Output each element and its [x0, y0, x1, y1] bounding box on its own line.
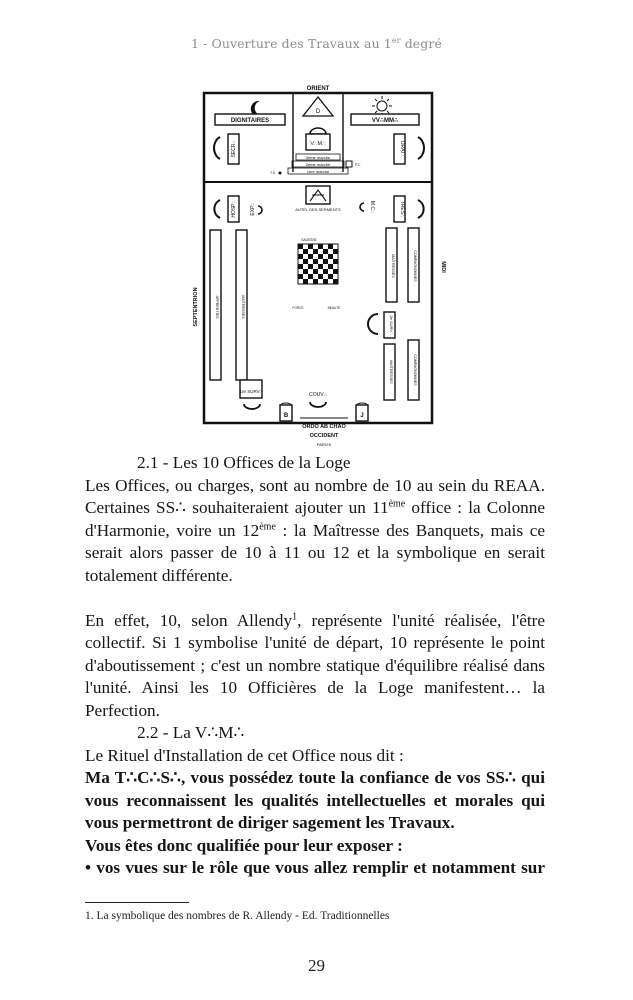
section-heading-2-2: 2.2 - La V∴M∴	[137, 723, 245, 742]
svg-text:TRÉS∴: TRÉS∴	[399, 200, 405, 218]
svg-text:MAÎTRESSES: MAÎTRESSES	[391, 254, 395, 278]
svg-text:COMPAGNONNES: COMPAGNONNES	[413, 354, 417, 386]
ritual-quote-text: Ma T∴C∴S∴, vous possédez toute la confiance de vos SS∴ qui vous reconnaissent les qualités intellectuelles et morales qui vous permettront de diriger sagement les Travaux.	[85, 768, 545, 832]
svg-text:SEPTENTRION: SEPTENTRION	[193, 287, 199, 327]
paragraph-offices: Les Offices, ou charges, sont au nombre de 10 au sein du REAA. Certaines SS∴ souhaiteraient ajouter un 11ème office : la Colonne d'Harmonie, voire un 12ème : la Maîtresse des Banquets, mais ce serait alors passer de 10 à 11 ou 12 et la symbolique en serait totalement différente.	[85, 475, 545, 585]
svg-text:PARVIS: PARVIS	[316, 442, 332, 447]
svg-text:BEAUTÉ: BEAUTÉ	[327, 306, 341, 310]
svg-text:COUV∴: COUV∴	[309, 392, 327, 398]
lodge-floor-plan	[188, 82, 448, 450]
paragraph-allendy: En effet, 10, selon Allendy$^1$, représente l'unité réalisée, l'être collectif. Si 1 symbolise l'unité de départ, 10 représente le point d'aboutissement ; c'est un nombre statique d'équilibre réalisé dans l'unité. Ainsi les 10 Officières de la Loge manifestent… la Perfection.	[85, 610, 545, 720]
running-head: 1 - Ouverture des Travaux au 1er degré	[191, 36, 442, 52]
svg-text:2e SURV∴: 2e SURV∴	[389, 315, 394, 335]
svg-text:MAÎTRESSES: MAÎTRESSES	[241, 295, 245, 319]
svg-text:FORCE: FORCE	[292, 306, 304, 310]
orient-label: ORIENT	[306, 86, 330, 92]
svg-text:ORDO AB CHAO: ORDO AB CHAO	[302, 424, 346, 430]
svg-text:D: D	[315, 109, 321, 115]
svg-text:EXP∴: EXP∴	[250, 202, 256, 216]
ritual-quote	[85, 767, 545, 880]
footnote: 1. La symbolique des nombres de R. Allendy - Ed. Traditionnelles	[85, 910, 390, 922]
svg-text:HOSP∴: HOSP∴	[231, 200, 237, 218]
svg-text:T.S: T.S	[270, 171, 276, 175]
svg-text:SAGESSE: SAGESSE	[301, 238, 317, 242]
svg-text:M.C∴: M.C∴	[369, 200, 375, 214]
svg-text:B: B	[283, 413, 289, 419]
main-text	[85, 452, 545, 880]
svg-text:COMPAGNONNES: COMPAGNONNES	[413, 250, 417, 282]
mosaic-pavement	[298, 244, 338, 284]
paragraph-rituel: Le Rituel d'Installation de cet Office nous dit :	[85, 745, 404, 765]
svg-text:DIGNITAIRES: DIGNITAIRES	[230, 118, 270, 124]
footnote-ref: 1	[292, 610, 298, 622]
page-number: 29	[308, 956, 325, 975]
svg-text:V∴M∴: V∴M∴	[310, 141, 326, 147]
couvreur-chair	[310, 402, 326, 407]
svg-text:APPRENTIES: APPRENTIES	[215, 295, 219, 319]
svg-text:3ème marche: 3ème marche	[305, 155, 331, 160]
svg-text:ORAT∴: ORAT∴	[399, 140, 405, 158]
footnote-rule	[85, 902, 189, 903]
svg-text:VV∴MM∴: VV∴MM∴	[371, 118, 399, 124]
svg-text:SECR∴: SECR∴	[231, 140, 237, 158]
svg-text:J: J	[360, 413, 364, 419]
bullet-item: • vos vues sur le rôle que vous allez remplir et notamment sur	[85, 857, 545, 880]
svg-text:MAÎTRESSES: MAÎTRESSES	[389, 360, 393, 384]
vm-chair-icon	[310, 128, 326, 134]
pc-box	[346, 161, 352, 167]
occident-label: OCCIDENT	[309, 433, 339, 439]
svg-text:1ère marche: 1ère marche	[306, 169, 330, 174]
section-heading-2-1: 2.1 - Les 10 Offices de la Loge	[137, 453, 351, 472]
sun-icon	[372, 96, 392, 116]
svg-text:1re SURV∴: 1re SURV∴	[239, 389, 263, 394]
svg-text:P.C: P.C	[355, 163, 361, 167]
svg-text:2ème marche: 2ème marche	[305, 162, 331, 167]
svg-text:MIDI: MIDI	[440, 261, 446, 273]
ritual-quote-lead: Vous êtes donc qualifiée pour leur exposer :	[85, 835, 403, 855]
svg-text:AUTEL DES SERMENTS: AUTEL DES SERMENTS	[295, 207, 341, 212]
